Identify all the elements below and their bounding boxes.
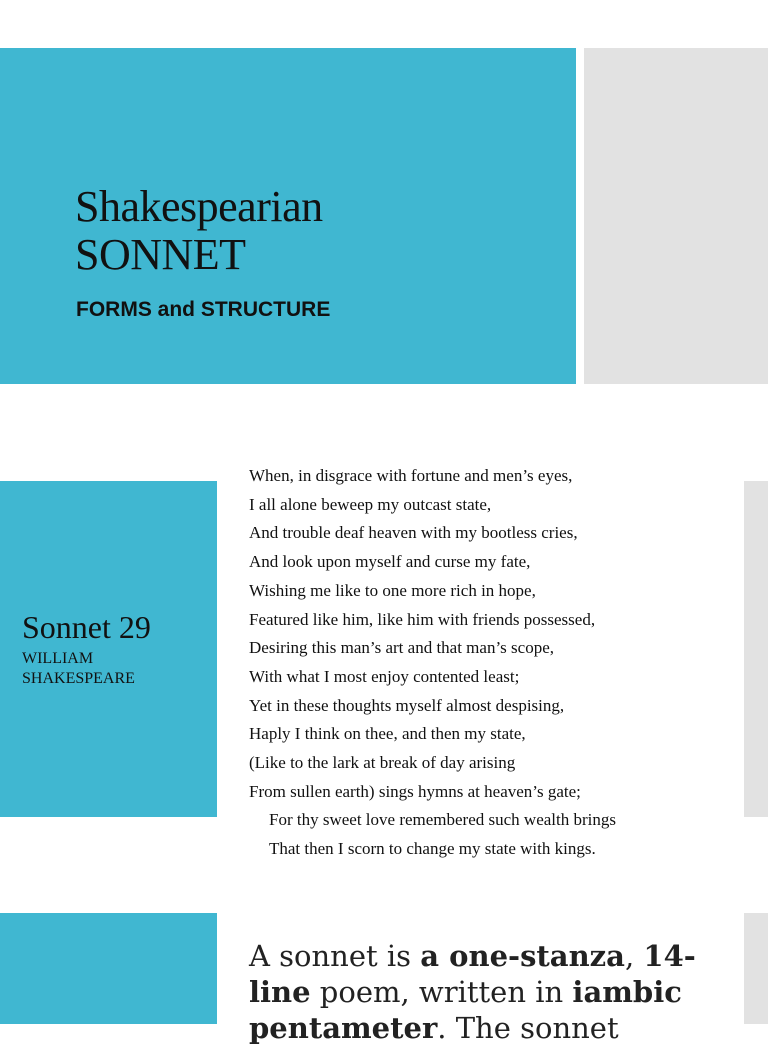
poem-line: (Like to the lark at break of day arising [249, 753, 516, 773]
poem-line: Wishing me like to one more rich in hope, [249, 580, 536, 600]
sonnet-author [22, 649, 135, 689]
definition-slide-side-panel [744, 913, 768, 1024]
sonnet-poem [249, 462, 616, 864]
poem-line: And look upon myself and curse my fate, [249, 552, 531, 572]
sonnet-definition [249, 938, 709, 1046]
title-line-2: SONNET [75, 230, 246, 279]
poem-line: From sullen earth) sings hymns at heaven’s gate; [249, 781, 581, 801]
title-slide-subtitle: FORMS and STRUCTURE [76, 298, 331, 321]
poem-couplet-line: That then I scorn to change my state with kings. [269, 839, 596, 859]
definition-text: A sonnet is [249, 939, 421, 973]
title-slide-heading [75, 183, 323, 279]
sonnet-slide-side-panel [744, 481, 768, 817]
poem-line: When, in disgrace with fortune and men’s eyes, [249, 466, 573, 485]
poem-line: And trouble deaf heaven with my bootless cries, [249, 523, 578, 543]
definition-emphasis: iambic pentameter [249, 975, 682, 1045]
title-line-1: Shakespearian [75, 182, 323, 231]
definition-emphasis: a one-stanza [420, 939, 625, 973]
poem-line: Desiring this man’s art and that man’s scope, [249, 638, 554, 658]
definition-text: , [624, 939, 644, 973]
sonnet-title: Sonnet 29 [22, 609, 151, 645]
poem-line: Haply I think on thee, and then my state, [249, 724, 526, 744]
title-slide-side-panel [584, 48, 768, 384]
poem-line: With what I most enjoy contented least; [249, 666, 520, 686]
poem-line: I all alone beweep my outcast state, [249, 494, 492, 514]
definition-text: . The sonnet [437, 1011, 619, 1045]
definition-emphasis: 14-line [249, 939, 696, 1009]
definition-text: poem, written in [310, 975, 573, 1009]
definition-slide-panel [0, 913, 217, 1024]
poem-line: Featured like him, like him with friends possessed, [249, 609, 596, 629]
poem-line: Yet in these thoughts myself almost despising, [249, 695, 565, 715]
author-line-2: SHAKESPEARE [22, 670, 135, 687]
author-line-1: WILLIAM [22, 650, 94, 667]
poem-couplet-line: For thy sweet love remembered such wealth brings [269, 810, 616, 830]
